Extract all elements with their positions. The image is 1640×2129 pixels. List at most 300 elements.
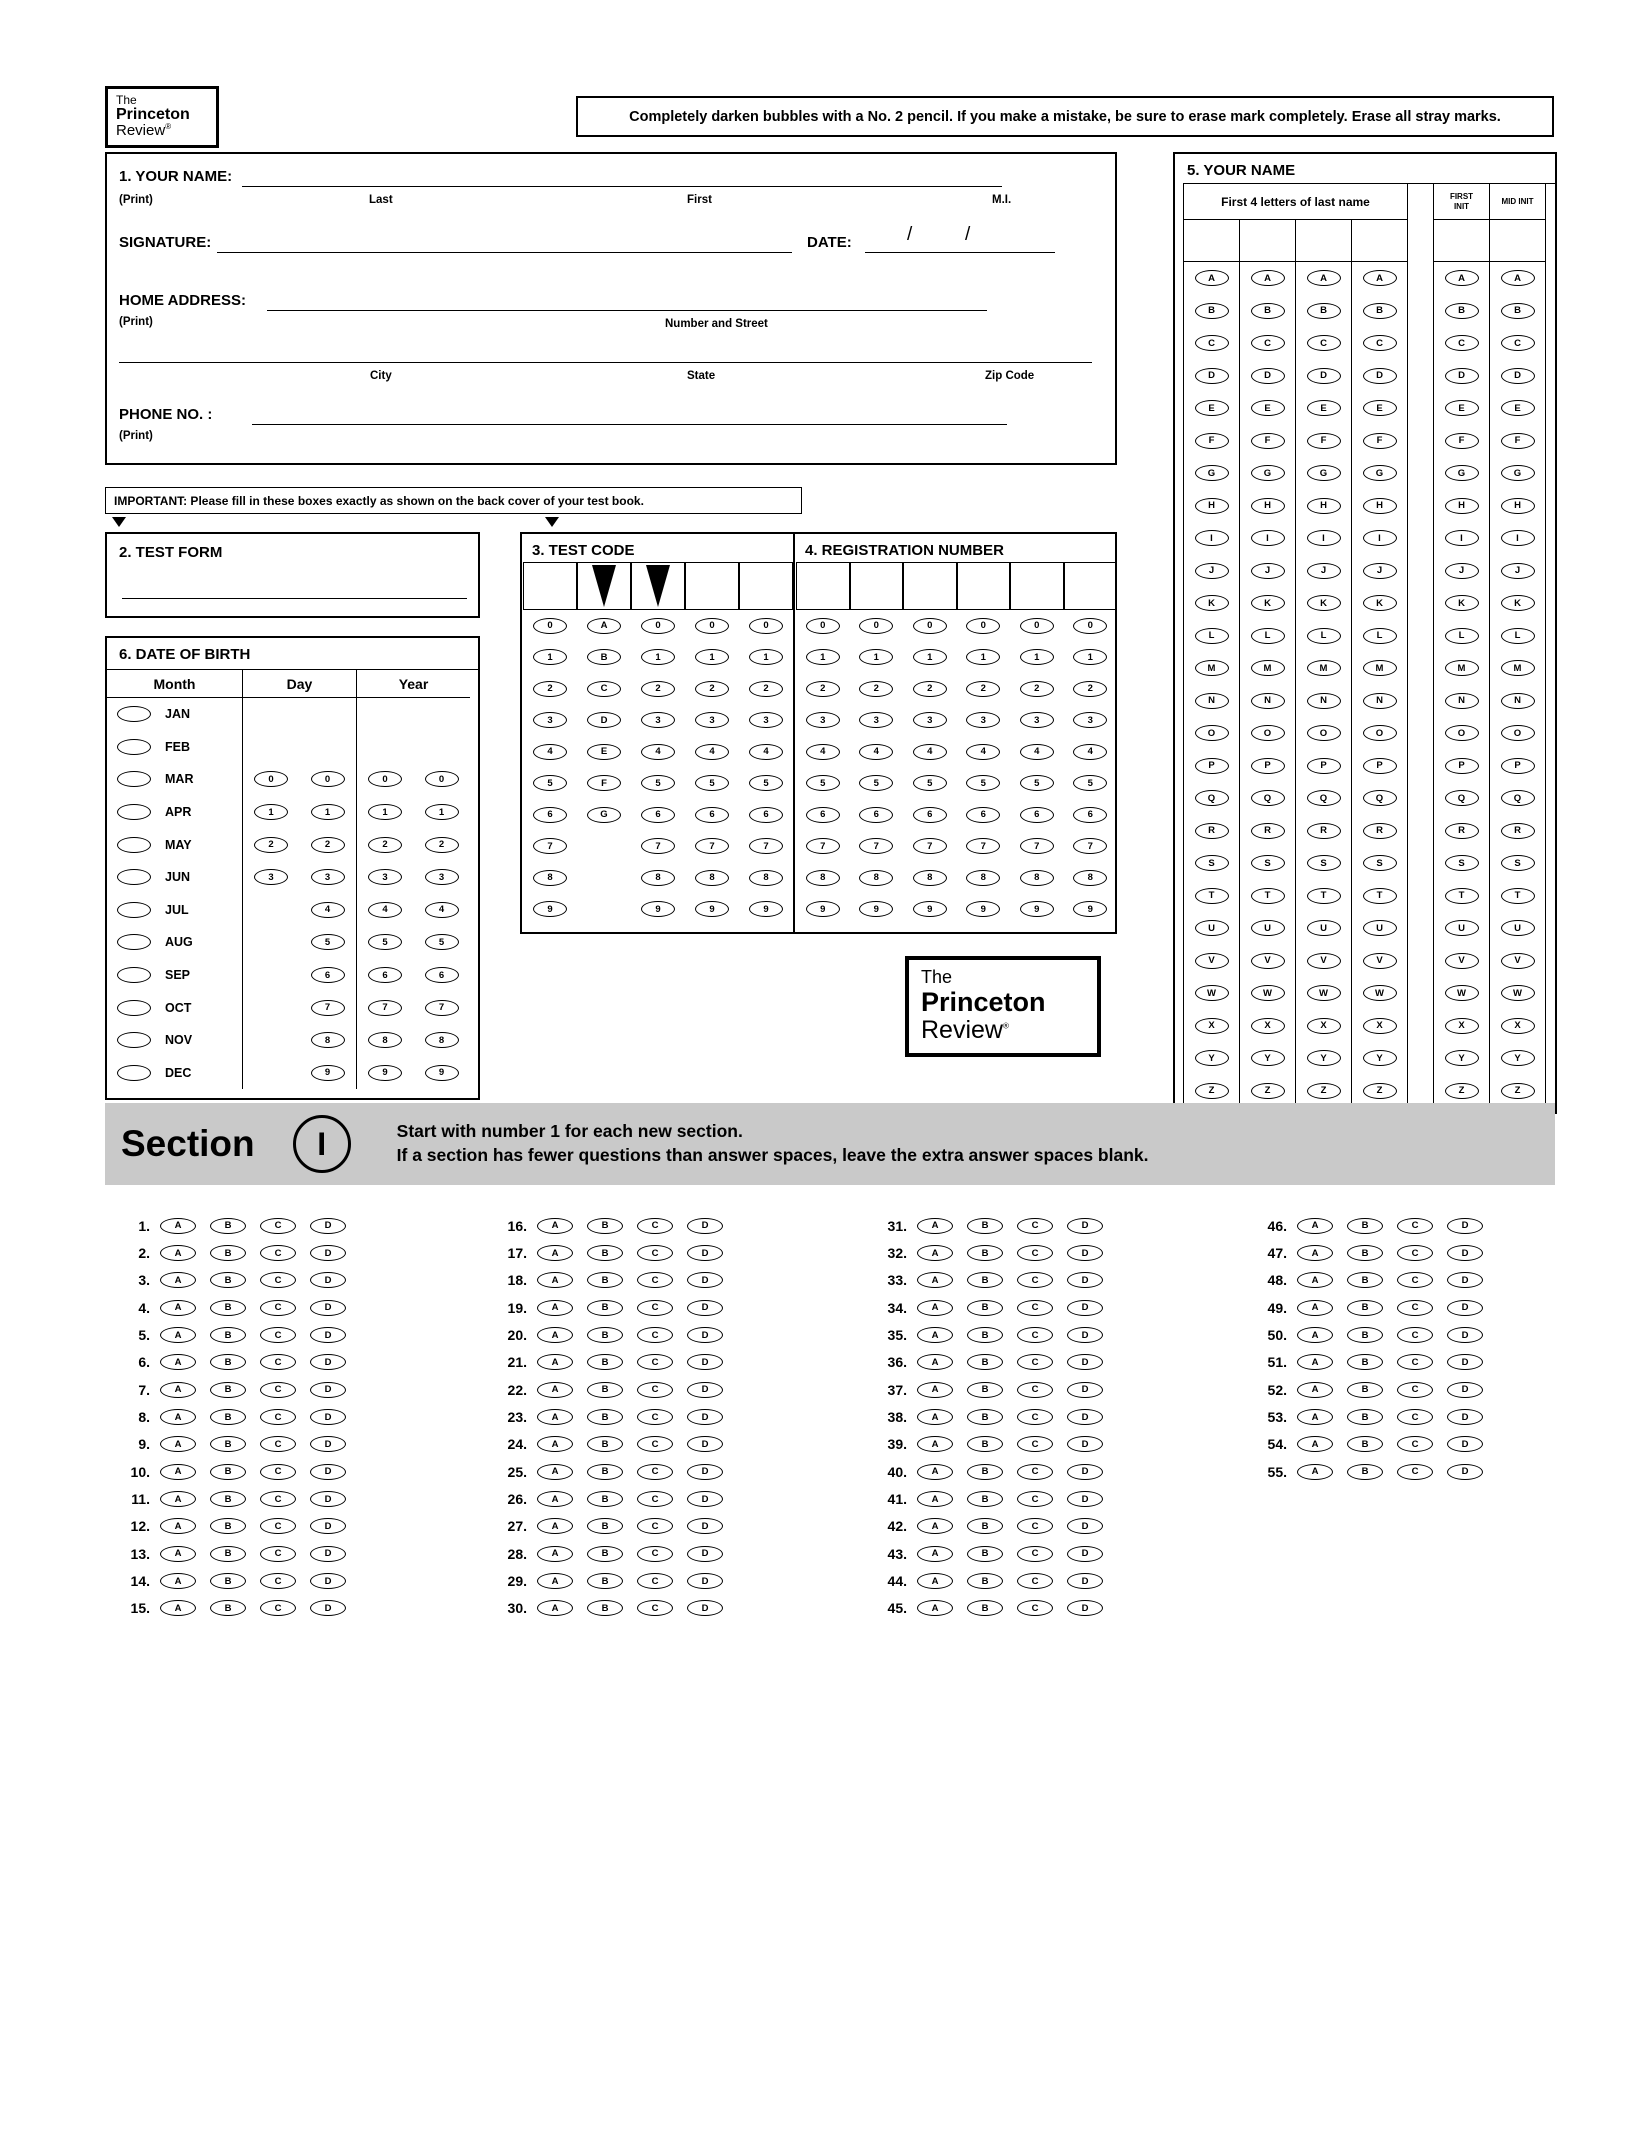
letter-bubble[interactable]: M <box>1251 660 1285 676</box>
letter-bubble[interactable]: T <box>1251 888 1285 904</box>
letter-bubble[interactable]: E <box>1445 400 1479 416</box>
letter-bubble[interactable]: M <box>1195 660 1229 676</box>
answer-bubble[interactable]: D <box>1067 1327 1103 1343</box>
answer-bubble[interactable]: D <box>1447 1409 1483 1425</box>
letter-bubble[interactable]: L <box>1501 628 1535 644</box>
answer-bubble[interactable]: C <box>1397 1354 1433 1370</box>
digit-bubble[interactable]: 3 <box>749 712 783 728</box>
letter-bubble[interactable]: Q <box>1445 790 1479 806</box>
letter-writein-box[interactable] <box>1184 220 1240 262</box>
digit-bubble[interactable]: 6 <box>311 967 345 983</box>
letter-bubble[interactable]: D <box>1445 368 1479 384</box>
answer-bubble[interactable]: D <box>310 1464 346 1480</box>
digit-bubble[interactable]: 7 <box>1073 838 1107 854</box>
digit-bubble[interactable]: 8 <box>806 870 840 886</box>
answer-bubble[interactable]: D <box>687 1218 723 1234</box>
answer-bubble[interactable]: C <box>1017 1409 1053 1425</box>
letter-bubble[interactable]: I <box>1363 530 1397 546</box>
digit-bubble[interactable]: 8 <box>425 1032 459 1048</box>
registration-writein-box[interactable] <box>850 562 904 610</box>
letter-bubble[interactable]: O <box>1195 725 1229 741</box>
letter-bubble[interactable]: F <box>587 775 621 791</box>
letter-bubble[interactable]: G <box>587 807 621 823</box>
letter-bubble[interactable]: Q <box>1501 790 1535 806</box>
digit-bubble[interactable]: 4 <box>966 744 1000 760</box>
answer-bubble[interactable]: B <box>587 1546 623 1562</box>
digit-bubble[interactable]: 9 <box>749 901 783 917</box>
letter-bubble[interactable]: J <box>1307 563 1341 579</box>
test-code-writein-box[interactable] <box>631 562 685 610</box>
answer-bubble[interactable]: B <box>587 1272 623 1288</box>
letter-bubble[interactable]: S <box>1445 855 1479 871</box>
letter-writein-box[interactable] <box>1352 220 1408 262</box>
answer-bubble[interactable]: D <box>310 1218 346 1234</box>
digit-bubble[interactable]: 8 <box>859 870 893 886</box>
answer-bubble[interactable]: D <box>687 1491 723 1507</box>
letter-bubble[interactable]: H <box>1195 498 1229 514</box>
digit-bubble[interactable]: 9 <box>311 1065 345 1081</box>
answer-bubble[interactable]: C <box>637 1464 673 1480</box>
letter-bubble[interactable]: O <box>1363 725 1397 741</box>
letter-bubble[interactable]: I <box>1501 530 1535 546</box>
digit-bubble[interactable]: 1 <box>1073 649 1107 665</box>
letter-bubble[interactable]: X <box>1501 1018 1535 1034</box>
digit-bubble[interactable]: 6 <box>1073 807 1107 823</box>
answer-bubble[interactable]: B <box>967 1518 1003 1534</box>
digit-bubble[interactable]: 6 <box>641 807 675 823</box>
digit-bubble[interactable]: 5 <box>641 775 675 791</box>
answer-bubble[interactable]: A <box>160 1600 196 1616</box>
answer-bubble[interactable]: D <box>1447 1327 1483 1343</box>
answer-bubble[interactable]: D <box>1067 1573 1103 1589</box>
letter-bubble[interactable]: X <box>1195 1018 1229 1034</box>
letter-writein-box[interactable] <box>1490 220 1546 262</box>
answer-bubble[interactable]: A <box>160 1354 196 1370</box>
letter-bubble[interactable]: C <box>1307 335 1341 351</box>
answer-bubble[interactable]: D <box>1067 1300 1103 1316</box>
digit-bubble[interactable]: 5 <box>966 775 1000 791</box>
answer-bubble[interactable]: A <box>537 1573 573 1589</box>
letter-bubble[interactable]: V <box>1195 953 1229 969</box>
answer-bubble[interactable]: B <box>210 1491 246 1507</box>
answer-bubble[interactable]: C <box>1017 1245 1053 1261</box>
letter-bubble[interactable]: U <box>1307 920 1341 936</box>
digit-bubble[interactable]: 8 <box>1073 870 1107 886</box>
registration-writein-box[interactable] <box>796 562 850 610</box>
answer-bubble[interactable]: C <box>260 1546 296 1562</box>
answer-bubble[interactable]: C <box>260 1245 296 1261</box>
letter-bubble[interactable]: S <box>1195 855 1229 871</box>
letter-bubble[interactable]: V <box>1501 953 1535 969</box>
digit-bubble[interactable]: 2 <box>425 837 459 853</box>
answer-bubble[interactable]: C <box>260 1491 296 1507</box>
answer-bubble[interactable]: C <box>637 1300 673 1316</box>
letter-bubble[interactable]: M <box>1501 660 1535 676</box>
answer-bubble[interactable]: B <box>587 1464 623 1480</box>
letter-bubble[interactable]: E <box>1195 400 1229 416</box>
letter-bubble[interactable]: O <box>1445 725 1479 741</box>
digit-bubble[interactable]: 3 <box>913 712 947 728</box>
answer-bubble[interactable]: B <box>210 1382 246 1398</box>
answer-bubble[interactable]: D <box>310 1354 346 1370</box>
digit-bubble[interactable]: 7 <box>1020 838 1054 854</box>
digit-bubble[interactable]: 2 <box>966 681 1000 697</box>
test-code-writein-box[interactable] <box>739 562 793 610</box>
letter-bubble[interactable]: H <box>1307 498 1341 514</box>
answer-bubble[interactable]: A <box>537 1600 573 1616</box>
digit-bubble[interactable]: 1 <box>425 804 459 820</box>
digit-bubble[interactable]: 7 <box>641 838 675 854</box>
letter-bubble[interactable]: U <box>1195 920 1229 936</box>
answer-bubble[interactable]: B <box>1347 1327 1383 1343</box>
digit-bubble[interactable]: 9 <box>641 901 675 917</box>
digit-bubble[interactable]: 7 <box>749 838 783 854</box>
answer-bubble[interactable]: B <box>967 1327 1003 1343</box>
letter-bubble[interactable]: J <box>1251 563 1285 579</box>
answer-bubble[interactable]: A <box>537 1272 573 1288</box>
digit-bubble[interactable]: 2 <box>368 837 402 853</box>
letter-bubble[interactable]: C <box>1363 335 1397 351</box>
digit-bubble[interactable]: 1 <box>641 649 675 665</box>
letter-bubble[interactable]: W <box>1251 985 1285 1001</box>
answer-bubble[interactable]: C <box>1017 1218 1053 1234</box>
registration-writein-box[interactable] <box>957 562 1011 610</box>
answer-bubble[interactable]: B <box>587 1382 623 1398</box>
letter-bubble[interactable]: V <box>1363 953 1397 969</box>
letter-bubble[interactable]: A <box>1363 270 1397 286</box>
digit-bubble[interactable]: 5 <box>425 934 459 950</box>
answer-bubble[interactable]: D <box>1447 1464 1483 1480</box>
digit-bubble[interactable]: 8 <box>749 870 783 886</box>
answer-bubble[interactable]: C <box>1397 1272 1433 1288</box>
answer-bubble[interactable]: D <box>1447 1272 1483 1288</box>
answer-bubble[interactable]: C <box>1017 1464 1053 1480</box>
address-input-line[interactable] <box>267 310 987 311</box>
letter-bubble[interactable]: O <box>1251 725 1285 741</box>
test-code-writein-box[interactable] <box>685 562 739 610</box>
letter-bubble[interactable]: S <box>1501 855 1535 871</box>
letter-bubble[interactable]: P <box>1307 758 1341 774</box>
letter-bubble[interactable]: G <box>1445 465 1479 481</box>
answer-bubble[interactable]: B <box>1347 1409 1383 1425</box>
letter-bubble[interactable]: Q <box>1251 790 1285 806</box>
answer-bubble[interactable]: C <box>637 1382 673 1398</box>
answer-bubble[interactable]: A <box>1297 1245 1333 1261</box>
answer-bubble[interactable]: A <box>917 1546 953 1562</box>
letter-bubble[interactable]: K <box>1251 595 1285 611</box>
answer-bubble[interactable]: B <box>210 1272 246 1288</box>
answer-bubble[interactable]: B <box>587 1436 623 1452</box>
answer-bubble[interactable]: D <box>1067 1409 1103 1425</box>
answer-bubble[interactable]: D <box>310 1245 346 1261</box>
digit-bubble[interactable]: 1 <box>966 649 1000 665</box>
month-bubble[interactable] <box>117 1000 151 1016</box>
answer-bubble[interactable]: C <box>260 1436 296 1452</box>
answer-bubble[interactable]: C <box>1017 1354 1053 1370</box>
answer-bubble[interactable]: C <box>260 1573 296 1589</box>
digit-bubble[interactable]: 5 <box>368 934 402 950</box>
digit-bubble[interactable]: 8 <box>368 1032 402 1048</box>
address2-input-line[interactable] <box>119 362 1092 363</box>
letter-bubble[interactable]: T <box>1501 888 1535 904</box>
answer-bubble[interactable]: D <box>1067 1272 1103 1288</box>
digit-bubble[interactable]: 0 <box>533 618 567 634</box>
month-bubble[interactable] <box>117 739 151 755</box>
digit-bubble[interactable]: 5 <box>1073 775 1107 791</box>
answer-bubble[interactable]: C <box>260 1218 296 1234</box>
letter-bubble[interactable]: C <box>1501 335 1535 351</box>
digit-bubble[interactable]: 9 <box>966 901 1000 917</box>
letter-bubble[interactable]: T <box>1307 888 1341 904</box>
letter-bubble[interactable]: E <box>1251 400 1285 416</box>
answer-bubble[interactable]: A <box>917 1491 953 1507</box>
digit-bubble[interactable]: 2 <box>859 681 893 697</box>
digit-bubble[interactable]: 5 <box>749 775 783 791</box>
digit-bubble[interactable]: 5 <box>311 934 345 950</box>
letter-bubble[interactable]: N <box>1363 693 1397 709</box>
digit-bubble[interactable]: 1 <box>311 804 345 820</box>
letter-bubble[interactable]: N <box>1445 693 1479 709</box>
letter-bubble[interactable]: X <box>1251 1018 1285 1034</box>
letter-bubble[interactable]: E <box>1307 400 1341 416</box>
answer-bubble[interactable]: B <box>210 1409 246 1425</box>
answer-bubble[interactable]: B <box>587 1491 623 1507</box>
digit-bubble[interactable]: 0 <box>806 618 840 634</box>
digit-bubble[interactable]: 8 <box>641 870 675 886</box>
digit-bubble[interactable]: 3 <box>425 869 459 885</box>
digit-bubble[interactable]: 6 <box>966 807 1000 823</box>
digit-bubble[interactable]: 8 <box>1020 870 1054 886</box>
letter-bubble[interactable]: D <box>1251 368 1285 384</box>
answer-bubble[interactable]: D <box>687 1436 723 1452</box>
date-input-line[interactable] <box>865 252 1055 253</box>
answer-bubble[interactable]: D <box>310 1546 346 1562</box>
digit-bubble[interactable]: 0 <box>966 618 1000 634</box>
letter-bubble[interactable]: V <box>1307 953 1341 969</box>
digit-bubble[interactable]: 9 <box>1020 901 1054 917</box>
answer-bubble[interactable]: B <box>587 1354 623 1370</box>
letter-bubble[interactable]: J <box>1501 563 1535 579</box>
answer-bubble[interactable]: B <box>967 1464 1003 1480</box>
letter-bubble[interactable]: C <box>1445 335 1479 351</box>
answer-bubble[interactable]: C <box>637 1573 673 1589</box>
letter-bubble[interactable]: N <box>1251 693 1285 709</box>
letter-writein-box[interactable] <box>1296 220 1352 262</box>
answer-bubble[interactable]: A <box>160 1327 196 1343</box>
answer-bubble[interactable]: D <box>687 1573 723 1589</box>
digit-bubble[interactable]: 7 <box>695 838 729 854</box>
letter-bubble[interactable]: B <box>1251 303 1285 319</box>
letter-bubble[interactable]: P <box>1195 758 1229 774</box>
digit-bubble[interactable]: 2 <box>641 681 675 697</box>
letter-bubble[interactable]: T <box>1445 888 1479 904</box>
test-code-writein-box[interactable] <box>523 562 577 610</box>
letter-bubble[interactable]: B <box>1445 303 1479 319</box>
answer-bubble[interactable]: C <box>1017 1272 1053 1288</box>
answer-bubble[interactable]: D <box>687 1409 723 1425</box>
answer-bubble[interactable]: A <box>160 1491 196 1507</box>
answer-bubble[interactable]: A <box>160 1436 196 1452</box>
answer-bubble[interactable]: D <box>310 1300 346 1316</box>
answer-bubble[interactable]: D <box>1067 1491 1103 1507</box>
answer-bubble[interactable]: B <box>210 1464 246 1480</box>
answer-bubble[interactable]: D <box>310 1491 346 1507</box>
letter-bubble[interactable]: I <box>1445 530 1479 546</box>
answer-bubble[interactable]: A <box>160 1218 196 1234</box>
digit-bubble[interactable]: 3 <box>533 712 567 728</box>
letter-bubble[interactable]: U <box>1251 920 1285 936</box>
digit-bubble[interactable]: 8 <box>533 870 567 886</box>
letter-bubble[interactable]: I <box>1307 530 1341 546</box>
answer-bubble[interactable]: C <box>1397 1327 1433 1343</box>
letter-bubble[interactable]: L <box>1307 628 1341 644</box>
answer-bubble[interactable]: A <box>537 1382 573 1398</box>
letter-bubble[interactable]: U <box>1445 920 1479 936</box>
answer-bubble[interactable]: B <box>967 1382 1003 1398</box>
letter-bubble[interactable]: Z <box>1445 1083 1479 1099</box>
digit-bubble[interactable]: 0 <box>311 771 345 787</box>
digit-bubble[interactable]: 4 <box>641 744 675 760</box>
letter-bubble[interactable]: Z <box>1363 1083 1397 1099</box>
answer-bubble[interactable]: B <box>210 1600 246 1616</box>
answer-bubble[interactable]: D <box>1447 1382 1483 1398</box>
digit-bubble[interactable]: 1 <box>749 649 783 665</box>
digit-bubble[interactable]: 0 <box>913 618 947 634</box>
digit-bubble[interactable]: 3 <box>368 869 402 885</box>
letter-bubble[interactable]: E <box>587 744 621 760</box>
letter-bubble[interactable]: F <box>1195 433 1229 449</box>
letter-bubble[interactable]: S <box>1307 855 1341 871</box>
answer-bubble[interactable]: A <box>917 1272 953 1288</box>
digit-bubble[interactable]: 3 <box>695 712 729 728</box>
digit-bubble[interactable]: 3 <box>641 712 675 728</box>
letter-bubble[interactable]: Q <box>1363 790 1397 806</box>
answer-bubble[interactable]: A <box>537 1546 573 1562</box>
digit-bubble[interactable]: 1 <box>695 649 729 665</box>
answer-bubble[interactable]: B <box>210 1354 246 1370</box>
digit-bubble[interactable]: 4 <box>425 902 459 918</box>
letter-bubble[interactable]: T <box>1195 888 1229 904</box>
digit-bubble[interactable]: 7 <box>913 838 947 854</box>
answer-bubble[interactable]: B <box>210 1436 246 1452</box>
month-bubble[interactable] <box>117 967 151 983</box>
answer-bubble[interactable]: B <box>210 1300 246 1316</box>
answer-bubble[interactable]: D <box>310 1409 346 1425</box>
answer-bubble[interactable]: C <box>637 1245 673 1261</box>
digit-bubble[interactable]: 2 <box>806 681 840 697</box>
answer-bubble[interactable]: D <box>1067 1436 1103 1452</box>
letter-bubble[interactable]: P <box>1251 758 1285 774</box>
digit-bubble[interactable]: 7 <box>859 838 893 854</box>
letter-bubble[interactable]: P <box>1445 758 1479 774</box>
letter-bubble[interactable]: U <box>1363 920 1397 936</box>
letter-bubble[interactable]: K <box>1195 595 1229 611</box>
answer-bubble[interactable]: B <box>967 1218 1003 1234</box>
letter-bubble[interactable]: K <box>1501 595 1535 611</box>
digit-bubble[interactable]: 0 <box>859 618 893 634</box>
letter-bubble[interactable]: C <box>587 681 621 697</box>
answer-bubble[interactable]: A <box>1297 1464 1333 1480</box>
letter-bubble[interactable]: L <box>1445 628 1479 644</box>
letter-bubble[interactable]: A <box>1501 270 1535 286</box>
letter-bubble[interactable]: Q <box>1195 790 1229 806</box>
digit-bubble[interactable]: 5 <box>533 775 567 791</box>
answer-bubble[interactable]: D <box>310 1573 346 1589</box>
letter-bubble[interactable]: Y <box>1307 1050 1341 1066</box>
answer-bubble[interactable]: C <box>1397 1464 1433 1480</box>
month-bubble[interactable] <box>117 934 151 950</box>
digit-bubble[interactable]: 9 <box>695 901 729 917</box>
digit-bubble[interactable]: 1 <box>533 649 567 665</box>
letter-bubble[interactable]: A <box>1195 270 1229 286</box>
answer-bubble[interactable]: D <box>1067 1245 1103 1261</box>
letter-bubble[interactable]: L <box>1363 628 1397 644</box>
answer-bubble[interactable]: D <box>1067 1354 1103 1370</box>
digit-bubble[interactable]: 1 <box>368 804 402 820</box>
answer-bubble[interactable]: D <box>1447 1354 1483 1370</box>
answer-bubble[interactable]: A <box>917 1245 953 1261</box>
digit-bubble[interactable]: 0 <box>425 771 459 787</box>
letter-bubble[interactable]: Y <box>1195 1050 1229 1066</box>
letter-bubble[interactable]: Q <box>1307 790 1341 806</box>
answer-bubble[interactable]: A <box>160 1245 196 1261</box>
letter-bubble[interactable]: Z <box>1307 1083 1341 1099</box>
letter-bubble[interactable]: H <box>1363 498 1397 514</box>
digit-bubble[interactable]: 2 <box>749 681 783 697</box>
digit-bubble[interactable]: 7 <box>806 838 840 854</box>
answer-bubble[interactable]: D <box>1447 1436 1483 1452</box>
answer-bubble[interactable]: A <box>1297 1272 1333 1288</box>
answer-bubble[interactable]: A <box>160 1409 196 1425</box>
letter-bubble[interactable]: D <box>1363 368 1397 384</box>
answer-bubble[interactable]: B <box>1347 1382 1383 1398</box>
answer-bubble[interactable]: B <box>967 1436 1003 1452</box>
answer-bubble[interactable]: C <box>1017 1546 1053 1562</box>
answer-bubble[interactable]: D <box>310 1272 346 1288</box>
letter-bubble[interactable]: I <box>1251 530 1285 546</box>
letter-bubble[interactable]: M <box>1363 660 1397 676</box>
answer-bubble[interactable]: C <box>1017 1436 1053 1452</box>
letter-bubble[interactable]: R <box>1501 823 1535 839</box>
digit-bubble[interactable]: 9 <box>425 1065 459 1081</box>
letter-bubble[interactable]: H <box>1251 498 1285 514</box>
month-bubble[interactable] <box>117 771 151 787</box>
digit-bubble[interactable]: 0 <box>641 618 675 634</box>
answer-bubble[interactable]: A <box>160 1464 196 1480</box>
letter-bubble[interactable]: H <box>1501 498 1535 514</box>
answer-bubble[interactable]: C <box>1017 1518 1053 1534</box>
registration-writein-box[interactable] <box>1010 562 1064 610</box>
letter-bubble[interactable]: C <box>1195 335 1229 351</box>
digit-bubble[interactable]: 3 <box>859 712 893 728</box>
letter-bubble[interactable]: O <box>1501 725 1535 741</box>
answer-bubble[interactable]: C <box>1017 1573 1053 1589</box>
digit-bubble[interactable]: 4 <box>695 744 729 760</box>
digit-bubble[interactable]: 7 <box>368 1000 402 1016</box>
answer-bubble[interactable]: A <box>537 1245 573 1261</box>
digit-bubble[interactable]: 1 <box>913 649 947 665</box>
month-bubble[interactable] <box>117 837 151 853</box>
answer-bubble[interactable]: A <box>917 1464 953 1480</box>
digit-bubble[interactable]: 6 <box>859 807 893 823</box>
answer-bubble[interactable]: A <box>537 1300 573 1316</box>
digit-bubble[interactable]: 6 <box>749 807 783 823</box>
letter-bubble[interactable]: M <box>1445 660 1479 676</box>
answer-bubble[interactable]: D <box>687 1518 723 1534</box>
letter-bubble[interactable]: P <box>1501 758 1535 774</box>
answer-bubble[interactable]: A <box>917 1218 953 1234</box>
registration-writein-box[interactable] <box>1064 562 1118 610</box>
